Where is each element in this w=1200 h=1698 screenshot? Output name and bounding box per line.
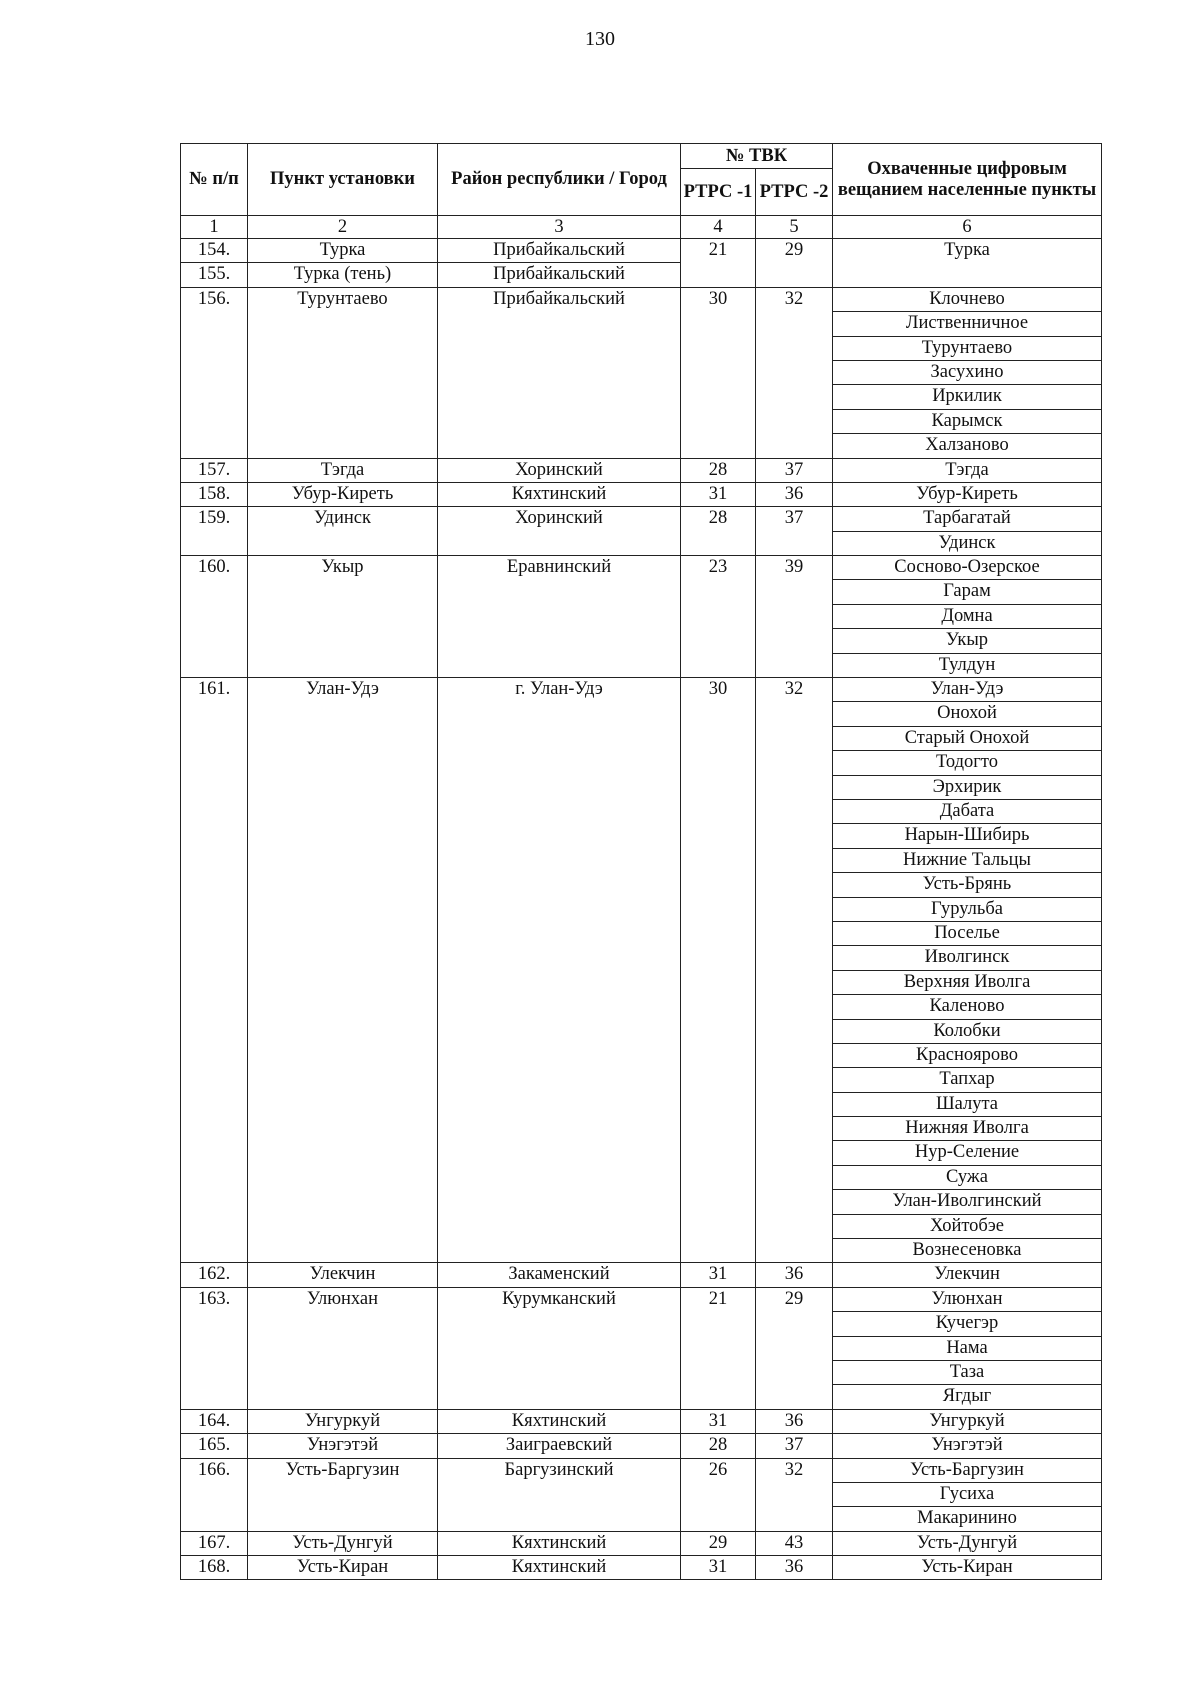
col-number: 3 bbox=[438, 216, 681, 239]
col-number: 5 bbox=[756, 216, 833, 239]
install-point: Улюнхан bbox=[248, 1287, 438, 1409]
covered-place: Домна bbox=[833, 604, 1102, 628]
channel-rtrs2: 37 bbox=[756, 1434, 833, 1458]
table-row bbox=[181, 482, 1102, 506]
covered-place: Колобки bbox=[833, 1019, 1102, 1043]
district: г. Улан-Удэ bbox=[438, 678, 681, 1263]
table-row bbox=[181, 1434, 1102, 1458]
header-rtrs1: РТРС -1 bbox=[681, 169, 756, 216]
table-row bbox=[181, 507, 1102, 531]
district: Закаменский bbox=[438, 1263, 681, 1287]
install-point: Усть-Баргузин bbox=[248, 1458, 438, 1531]
covered-place: Халзаново bbox=[833, 434, 1102, 458]
install-point: Укыр bbox=[248, 556, 438, 678]
channel-rtrs1: 23 bbox=[681, 556, 756, 678]
channel-rtrs1: 31 bbox=[681, 1409, 756, 1433]
table-row bbox=[181, 556, 1102, 580]
table-row bbox=[181, 1556, 1102, 1580]
covered-place: Усть-Киран bbox=[833, 1556, 1102, 1580]
channel-rtrs2: 37 bbox=[756, 507, 833, 556]
row-number: 167. bbox=[181, 1531, 248, 1555]
header-num: № п/п bbox=[181, 144, 248, 216]
channel-rtrs2: 29 bbox=[756, 1287, 833, 1409]
install-point: Улан-Удэ bbox=[248, 678, 438, 1263]
channel-rtrs2: 36 bbox=[756, 1556, 833, 1580]
covered-place: Шалута bbox=[833, 1092, 1102, 1116]
covered-place: Ягдыг bbox=[833, 1385, 1102, 1409]
install-point: Убур-Киреть bbox=[248, 482, 438, 506]
channel-rtrs1: 31 bbox=[681, 482, 756, 506]
covered-place: Сосново-Озерское bbox=[833, 556, 1102, 580]
covered-place: Нарын-Шибирь bbox=[833, 824, 1102, 848]
covered-place: Гарам bbox=[833, 580, 1102, 604]
header-covered: Охваченные цифровым вещанием населенные пункты bbox=[833, 144, 1102, 216]
channel-rtrs1: 28 bbox=[681, 507, 756, 556]
district: Заиграевский bbox=[438, 1434, 681, 1458]
covered-place: Нур-Селение bbox=[833, 1141, 1102, 1165]
covered-place: Улан-Иволгинский bbox=[833, 1190, 1102, 1214]
channel-rtrs1: 30 bbox=[681, 678, 756, 1263]
covered-place: Тулдун bbox=[833, 653, 1102, 677]
table-row bbox=[181, 1287, 1102, 1311]
install-point: Унгуркуй bbox=[248, 1409, 438, 1433]
covered-place: Таза bbox=[833, 1360, 1102, 1384]
table-row bbox=[181, 1458, 1102, 1482]
install-point: Турунтаево bbox=[248, 287, 438, 458]
covered-place: Старый Онохой bbox=[833, 726, 1102, 750]
channel-rtrs1: 29 bbox=[681, 1531, 756, 1555]
covered-place: Тапхар bbox=[833, 1068, 1102, 1092]
channel-rtrs2: 37 bbox=[756, 458, 833, 482]
table-row bbox=[181, 239, 1102, 263]
row-number: 156. bbox=[181, 287, 248, 458]
covered-place: Улан-Удэ bbox=[833, 678, 1102, 702]
coverage-table bbox=[180, 143, 1102, 1580]
covered-place: Унэгэтэй bbox=[833, 1434, 1102, 1458]
district: Прибайкальский bbox=[438, 287, 681, 458]
district: Прибайкальский bbox=[438, 263, 681, 287]
row-number: 155. bbox=[181, 263, 248, 287]
covered-place: Тэгда bbox=[833, 458, 1102, 482]
covered-place: Турунтаево bbox=[833, 336, 1102, 360]
district: Кяхтинский bbox=[438, 482, 681, 506]
row-number: 154. bbox=[181, 239, 248, 263]
row-number: 165. bbox=[181, 1434, 248, 1458]
covered-place: Дабата bbox=[833, 799, 1102, 823]
covered-place: Вознесеновка bbox=[833, 1239, 1102, 1263]
install-point: Тэгда bbox=[248, 458, 438, 482]
channel-rtrs1: 30 bbox=[681, 287, 756, 458]
install-point: Турка bbox=[248, 239, 438, 263]
table-body bbox=[181, 239, 1102, 1580]
covered-place: Тарбагатай bbox=[833, 507, 1102, 531]
install-point: Турка (тень) bbox=[248, 263, 438, 287]
covered-place: Убур-Киреть bbox=[833, 482, 1102, 506]
covered-place: Иволгинск bbox=[833, 946, 1102, 970]
channel-rtrs1: 21 bbox=[681, 239, 756, 288]
install-point: Усть-Киран bbox=[248, 1556, 438, 1580]
header-tvk: № ТВК bbox=[681, 144, 833, 169]
district: Еравнинский bbox=[438, 556, 681, 678]
covered-place: Засухино bbox=[833, 360, 1102, 384]
row-number: 166. bbox=[181, 1458, 248, 1531]
covered-place: Нама bbox=[833, 1336, 1102, 1360]
channel-rtrs2: 32 bbox=[756, 287, 833, 458]
row-number: 168. bbox=[181, 1556, 248, 1580]
covered-place: Усть-Дунгуй bbox=[833, 1531, 1102, 1555]
row-number: 161. bbox=[181, 678, 248, 1263]
channel-rtrs1: 31 bbox=[681, 1263, 756, 1287]
table-row bbox=[181, 1263, 1102, 1287]
header-district: Район республики / Город bbox=[438, 144, 681, 216]
covered-place: Улюнхан bbox=[833, 1287, 1102, 1311]
covered-place: Хойтобэе bbox=[833, 1214, 1102, 1238]
channel-rtrs1: 31 bbox=[681, 1556, 756, 1580]
district: Кяхтинский bbox=[438, 1409, 681, 1433]
covered-place: Удинск bbox=[833, 531, 1102, 555]
row-number: 160. bbox=[181, 556, 248, 678]
channel-rtrs2: 36 bbox=[756, 1263, 833, 1287]
covered-place: Эрхирик bbox=[833, 775, 1102, 799]
row-number: 158. bbox=[181, 482, 248, 506]
row-number: 162. bbox=[181, 1263, 248, 1287]
channel-rtrs1: 26 bbox=[681, 1458, 756, 1531]
channel-rtrs2: 43 bbox=[756, 1531, 833, 1555]
channel-rtrs1: 21 bbox=[681, 1287, 756, 1409]
district: Хоринский bbox=[438, 458, 681, 482]
covered-place: Турка bbox=[833, 239, 1102, 288]
district: Баргузинский bbox=[438, 1458, 681, 1531]
covered-place: Улекчин bbox=[833, 1263, 1102, 1287]
covered-place: Тодогто bbox=[833, 751, 1102, 775]
row-number: 157. bbox=[181, 458, 248, 482]
covered-place: Макаринино bbox=[833, 1507, 1102, 1531]
covered-place: Каленово bbox=[833, 995, 1102, 1019]
page-number: 130 bbox=[585, 28, 615, 50]
covered-place: Гурульба bbox=[833, 897, 1102, 921]
channel-rtrs2: 39 bbox=[756, 556, 833, 678]
header-point: Пункт установки bbox=[248, 144, 438, 216]
channel-rtrs2: 32 bbox=[756, 1458, 833, 1531]
covered-place: Унгуркуй bbox=[833, 1409, 1102, 1433]
channel-rtrs1: 28 bbox=[681, 458, 756, 482]
channel-rtrs2: 36 bbox=[756, 1409, 833, 1433]
covered-place: Укыр bbox=[833, 629, 1102, 653]
col-number: 4 bbox=[681, 216, 756, 239]
row-number: 159. bbox=[181, 507, 248, 556]
district: Кяхтинский bbox=[438, 1556, 681, 1580]
col-number: 6 bbox=[833, 216, 1102, 239]
channel-rtrs2: 36 bbox=[756, 482, 833, 506]
row-number: 164. bbox=[181, 1409, 248, 1433]
table-row bbox=[181, 1531, 1102, 1555]
channel-rtrs2: 32 bbox=[756, 678, 833, 1263]
table-row bbox=[181, 458, 1102, 482]
covered-place: Усть-Брянь bbox=[833, 873, 1102, 897]
covered-place: Нижняя Иволга bbox=[833, 1117, 1102, 1141]
covered-place: Нижние Тальцы bbox=[833, 848, 1102, 872]
covered-place: Гусиха bbox=[833, 1482, 1102, 1506]
district: Прибайкальский bbox=[438, 239, 681, 263]
covered-place: Клочнево bbox=[833, 287, 1102, 311]
covered-place: Сужа bbox=[833, 1165, 1102, 1189]
covered-place: Поселье bbox=[833, 921, 1102, 945]
install-point: Улекчин bbox=[248, 1263, 438, 1287]
covered-place: Иркилик bbox=[833, 385, 1102, 409]
channel-rtrs1: 28 bbox=[681, 1434, 756, 1458]
install-point: Унэгэтэй bbox=[248, 1434, 438, 1458]
covered-place: Лиственничное bbox=[833, 312, 1102, 336]
covered-place: Верхняя Иволга bbox=[833, 970, 1102, 994]
col-number: 1 bbox=[181, 216, 248, 239]
table-row bbox=[181, 678, 1102, 702]
covered-place: Кучегэр bbox=[833, 1312, 1102, 1336]
district: Кяхтинский bbox=[438, 1531, 681, 1555]
covered-place: Краснoярово bbox=[833, 1043, 1102, 1067]
covered-place: Карымск bbox=[833, 409, 1102, 433]
district: Курумканский bbox=[438, 1287, 681, 1409]
install-point: Усть-Дунгуй bbox=[248, 1531, 438, 1555]
table-row bbox=[181, 1409, 1102, 1433]
district: Хоринский bbox=[438, 507, 681, 556]
channel-rtrs2: 29 bbox=[756, 239, 833, 288]
header-rtrs2: РТРС -2 bbox=[756, 169, 833, 216]
col-number: 2 bbox=[248, 216, 438, 239]
table-row bbox=[181, 287, 1102, 311]
covered-place: Усть-Баргузин bbox=[833, 1458, 1102, 1482]
row-number: 163. bbox=[181, 1287, 248, 1409]
install-point: Удинск bbox=[248, 507, 438, 556]
covered-place: Онохой bbox=[833, 702, 1102, 726]
